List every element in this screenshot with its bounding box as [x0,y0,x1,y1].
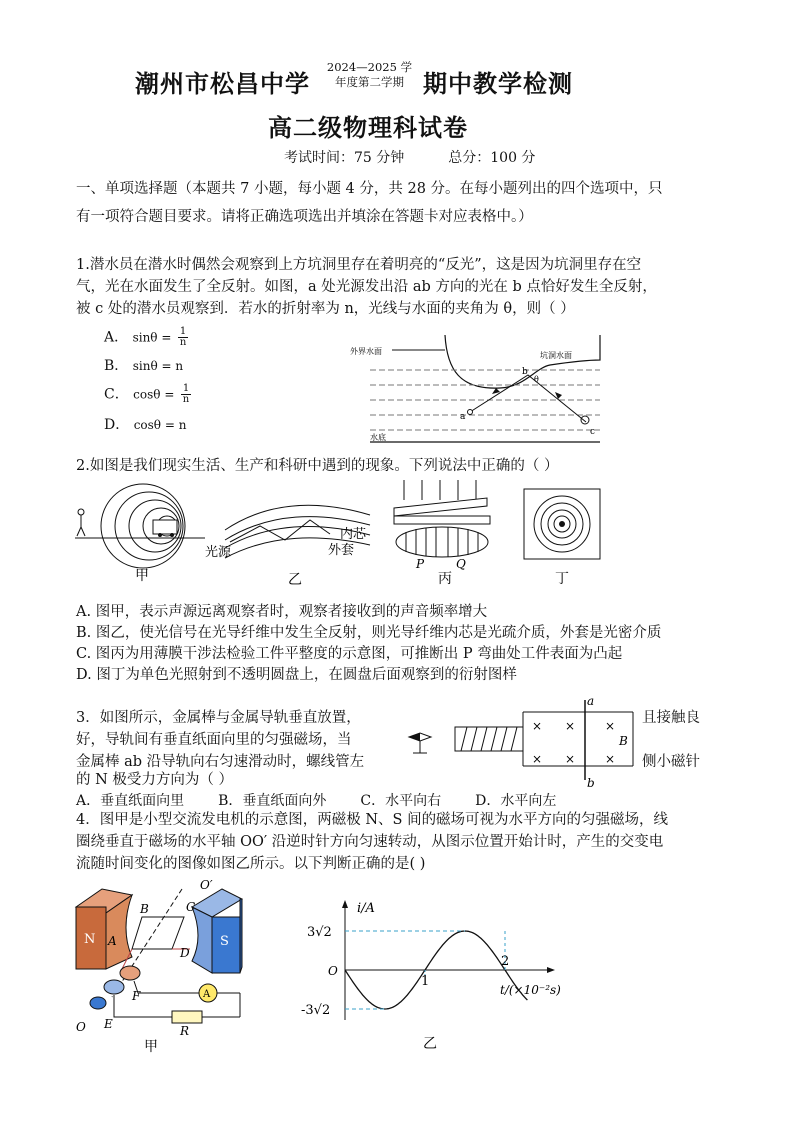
q1-option-d[interactable]: D． cosθ = n [104,417,187,433]
q3-stem-line1a: 3．如图所示，金属棒与金属导轨垂直放置， [76,710,361,726]
q4-stem-line3: 流随时间变化的图像如图乙所示。以下判断正确的是( ) [76,856,426,872]
q3-stem-line4: 的 N 极受力方向为（ ） [76,772,234,788]
svg-text:×: × [532,719,543,733]
q3-option-b[interactable]: B．垂直纸面向外 [218,793,327,809]
q3-stem-line3a: 金属棒 ab 沿导轨向右匀速滑动时，螺线管左 [76,754,365,770]
section-instructions-line2: 有一项符合题目要求。请将正确选项选出并填涂在答题卡对应表格中。） [76,209,533,225]
caption-jia: 甲 [135,568,149,584]
core-label: 内芯 [340,527,367,542]
svg-text:×: × [605,752,616,766]
term-label [322,60,417,90]
q1-option-c[interactable]: C． cosθ = $\frac{1}{n}$ [104,383,190,405]
q2-fiber-fig [200,490,380,588]
x-axis-arrow [547,967,555,973]
q4-stem-line1: 4．图甲是小型交流发电机的示意图，两磁极 N、S 间的磁场可视为水平方向的匀强磁场，线 [76,812,669,828]
y-tick-label: 3√2 [307,924,332,940]
x-tick-label: 1 [421,974,430,989]
q1-stem-line1: 1.潜水员在潜水时偶然会观察到上方坑洞里存在着明亮的“反光”，这是因为坑洞里存在空 [76,257,642,273]
q2-option-d[interactable]: D. 图丁为单色光照射到不透明圆盘上，在圆盘后面观察到的衍射图样 [76,667,517,683]
caption-yi-4: 乙 [423,1036,437,1052]
q3-option-c[interactable]: C．水平向右 [360,793,442,809]
q4-stem-line2: 圈绕垂直于磁场的水平轴 OO′ 沿逆时针方向匀速转动，从图示位置开始计时，产生的交变电 [76,834,664,850]
q2-option-a[interactable]: A. 图甲，表示声源远离观察者时，观察者接收到的声音频率增大 [76,604,488,620]
svg-text:S: S [220,934,229,949]
total-score: 总分：100 分 [448,150,536,166]
x-tick-label: 2 [501,954,510,969]
x-axis-label: t/(×10⁻²s) [500,983,561,997]
exam-title: 期中教学检测 [423,69,573,98]
svg-text:×: × [532,752,543,766]
q2-thinfilm-fig [392,480,502,585]
svg-text:a: a [587,694,595,708]
svg-text:b: b [522,367,528,377]
light-source-label: 光源 [205,545,232,560]
svg-text:E: E [104,1017,113,1031]
y-axis-arrow [342,900,348,908]
current-time-chart [295,890,585,1055]
caption-yi: 乙 [288,572,302,588]
q3-stem-line3b: 侧小磁针 [642,754,700,770]
svg-text:O: O [76,1020,86,1034]
origin-label: O [328,964,338,978]
exam-time: 考试时间：75 分钟 [284,150,405,166]
svg-text:R: R [180,1024,190,1038]
cladding-label: 外套 [328,543,355,558]
q2-option-b[interactable]: B. 图乙，使光信号在光导纤维中发生全反射，则光导纤维内芯是光疏介质，外套是光密介质 [76,625,662,641]
fraction: $\frac{1}{n}$ [182,383,190,405]
svg-text:A: A [108,934,117,948]
svg-text:×: × [605,719,616,733]
q3-solenoid-rail-fig [405,695,640,790]
svg-text:N: N [84,932,96,947]
q2-option-c[interactable]: C. 图丙为用薄膜干涉法检验工件平整度的示意图，可推断出 P 弯曲处工件表面为凸起 [76,646,623,662]
q3-options [76,792,556,810]
q3-option-d[interactable]: D．水平向左 [475,793,557,809]
fraction: $\frac{1}{n}$ [179,326,187,348]
svg-text:C: C [186,900,196,914]
svg-text:F: F [132,989,141,1003]
cave-water-label: 坑洞水面 [540,351,572,360]
svg-text:×: × [565,752,576,766]
svg-text:A: A [203,989,211,1000]
subject-title: 高二级物理科试卷 [268,113,468,142]
q1-stem-line3: 被 c 处的潜水员观察到．若水的折射率为 n，光线与水面的夹角为 θ，则（ ） [76,301,575,317]
svg-text:B: B [619,734,628,748]
caption-bing: 丙 [438,571,452,587]
bottom-label: 水底 [370,433,386,442]
caption-jia-4: 甲 [144,1039,158,1055]
outer-water-label: 外界水面 [350,347,382,356]
svg-text:×: × [565,719,576,733]
q3-stem-line1b: 且接触良 [642,710,700,726]
q1-option-b[interactable]: B． sinθ = n [104,358,184,374]
exam-info [284,147,579,167]
q1-cave-diagram [350,330,610,450]
q1-stem-line2: 气，光在水面发生了全反射。如图，a 处光源发出沿 ab 方向的光在 b 点恰好发生全反射， [76,279,657,295]
svg-text:b: b [587,776,595,790]
caption-ding: 丁 [555,571,569,587]
q2-doppler-fig [75,482,210,582]
svg-text:θ: θ [534,375,539,384]
section-instructions-line1: 一、单项选择题（本题共 7 小题，每小题 4 分，共 28 分。在每小题列出的四个选项中，只 [76,181,663,197]
y-tick-label: -3√2 [301,1003,331,1019]
q3-stem-line2: 好，导轨间有垂直纸面向里的匀强磁场，当 [76,732,352,748]
q2-stem: 2.如图是我们现实生活、生产和科研中遇到的现象。下列说法中正确的（ ） [76,458,559,474]
svg-text:D: D [180,946,190,960]
q2-diffraction-fig [522,487,607,587]
term-line-2: 年度第二学期 [335,75,404,89]
svg-text:Q: Q [456,557,466,571]
q1-option-a[interactable]: A． sinθ = $\frac{1}{n}$ [104,326,187,348]
q4-generator-fig [72,877,252,1057]
y-axis-label: i/A [357,901,375,916]
school-name: 潮州市松昌中学 [135,69,310,98]
svg-text:O′: O′ [200,878,213,892]
term-line-1: 2024—2025 学 [326,60,413,74]
q3-option-a[interactable]: A．垂直纸面向里 [76,793,185,809]
svg-text:P: P [416,557,425,571]
svg-text:a: a [460,412,466,422]
svg-text:c: c [590,427,596,437]
svg-text:B: B [140,902,149,916]
